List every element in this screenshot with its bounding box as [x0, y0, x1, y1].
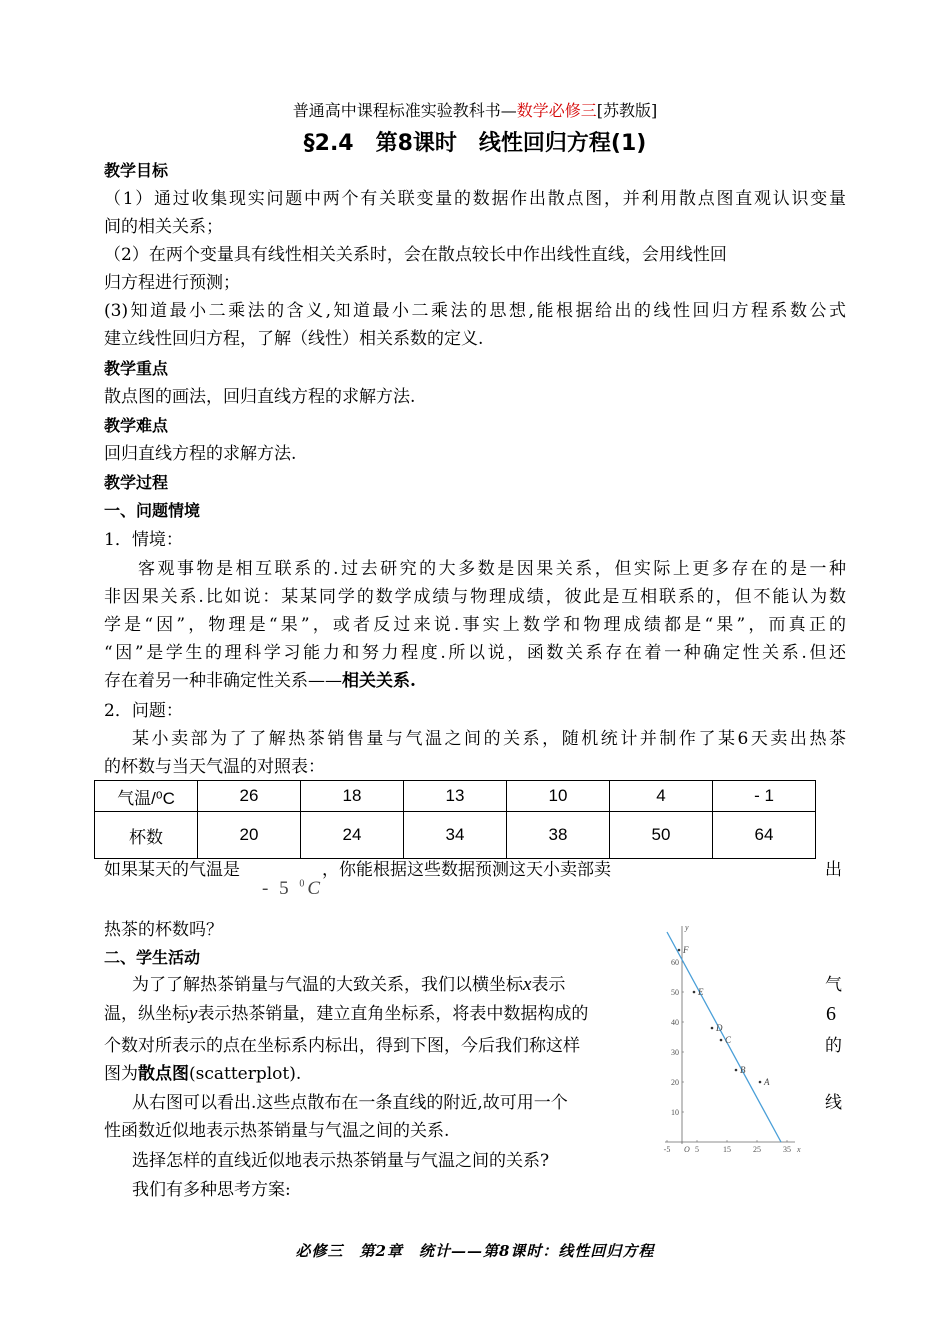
objective-line: （1）通过收集现实问题中两个有关联变量的数据作出散点图，并利用散点图直观认识变量: [104, 189, 846, 209]
difficulties-heading: 教学难点: [104, 416, 169, 435]
paragraph-text: 某小卖部为了了解热茶销售量与气温之间的关系，随机统计并制作了某6天卖出热茶: [132, 729, 846, 749]
x-tick-label: 25: [753, 1145, 761, 1154]
y-tick-label: 40: [671, 1018, 679, 1027]
y-tick-label: 50: [671, 988, 679, 997]
subsection-label: 1．情境：: [104, 530, 183, 550]
bold-term: 散点图: [138, 1064, 189, 1084]
table-row: [95, 781, 816, 812]
table-row-header: 杯数: [95, 812, 198, 859]
table-cell: 20: [198, 812, 301, 859]
data-point: [678, 949, 681, 952]
table-cell: 38: [507, 812, 610, 859]
page-footer: 必修三 第2章 统计——第8课时：线性回归方程: [295, 1242, 655, 1260]
table-cell: 50: [610, 812, 713, 859]
wrapped-char: 线: [825, 1093, 842, 1113]
paragraph-line: “因”是学生的理科学习能力和努力程度.所以说，函数关系存在着一种确定性关系.但还: [104, 643, 846, 663]
table-cell: 10: [507, 781, 610, 812]
formula-unit: C: [307, 878, 324, 899]
paragraph-line: [104, 1176, 291, 1204]
key-points-heading: 教学重点: [104, 359, 169, 378]
table-cell: 24: [301, 812, 404, 859]
math-var: y: [189, 1003, 198, 1024]
point-label: B: [740, 1065, 746, 1075]
scatter-plot: [660, 912, 805, 1157]
data-point: [693, 991, 696, 994]
x-axis-label: x: [797, 1145, 801, 1154]
section2-heading: 二、学生活动: [104, 948, 201, 967]
paragraph-text: 温，纵坐标: [104, 1004, 189, 1024]
x-tick-label: -5: [663, 1145, 671, 1154]
question-text: ，你能根据这些数据预测这天小卖部卖: [322, 860, 611, 880]
table-cell: 13: [404, 781, 507, 812]
temperature-formula: [262, 878, 323, 900]
paragraph-line: 性函数近似地表示热茶销量与气温之间的关系.: [104, 1121, 450, 1141]
point-label: D: [716, 1023, 723, 1033]
paragraph-line: 学是“因”，物理是“果”，或者反过来说.事实上数学和物理成绩都是“果”，而真正的: [104, 615, 846, 635]
point-label: C: [725, 1035, 732, 1045]
formula-degree: 0: [299, 878, 308, 890]
paragraph-line: 个数对所表示的点在坐标系内标出，得到下图，今后我们称这样: [104, 1036, 580, 1056]
paragraph-text: 表示热茶销量，建立直角坐标系，将表中数据构成的: [197, 1004, 589, 1024]
y-tick-label: 20: [671, 1078, 679, 1087]
math-var: x: [523, 974, 532, 995]
x-tick-label: 15: [723, 1145, 731, 1154]
objective-line: 建立线性回归方程，了解（线性）相关系数的定义.: [104, 329, 484, 349]
paragraph-text: 选择怎样的直线近似地表示热茶销量与气温之间的关系?: [132, 1151, 550, 1171]
table-row-header: 气温/⁰C: [95, 781, 198, 812]
question-line: 热茶的杯数吗？: [104, 920, 223, 940]
point-label: E: [698, 987, 704, 997]
question-tail: 出: [825, 860, 842, 880]
x-tick-label: 5: [695, 1145, 699, 1154]
data-point: [720, 1039, 723, 1042]
objective-line: 归方程进行预测；: [104, 273, 240, 293]
book-header: [0, 100, 950, 122]
wrapped-char: 气: [825, 975, 842, 995]
paragraph-text: (scatterplot).: [189, 1064, 302, 1084]
data-point: [711, 1027, 714, 1030]
paragraph-text: 存在着另一种非确定性关系——: [104, 671, 342, 691]
question-text: 如果某天的气温是: [104, 860, 240, 880]
paragraph-line: [104, 971, 565, 999]
key-points-text: 散点图的画法，回归直线方程的求解方法.: [104, 387, 416, 407]
subsection-label: 2．问题：: [104, 701, 183, 721]
objective-line: 间的相关关系；: [104, 217, 223, 237]
data-point: [735, 1069, 738, 1072]
table-cell: 26: [198, 781, 301, 812]
y-tick-label: 10: [671, 1108, 679, 1117]
formula-value: - 5: [262, 878, 292, 899]
paragraph-line: [104, 1060, 301, 1088]
process-heading: 教学过程: [104, 473, 169, 492]
page-title: §2.4 第8课时 线性回归方程(1): [303, 131, 647, 156]
table-cell: 18: [301, 781, 404, 812]
data-table: [94, 780, 816, 859]
header-prefix: 普通高中课程标准实验教科书—: [292, 101, 517, 120]
paragraph-text: 客观事物是相互联系的.过去研究的大多数是因果关系，但实际上更多存在的是一种: [138, 559, 846, 579]
paragraph-line: [104, 1147, 549, 1175]
paragraph-text: 我们有多种思考方案:: [132, 1180, 291, 1200]
x-tick-label: 35: [783, 1145, 791, 1154]
section1-heading: 一、问题情境: [104, 501, 201, 520]
data-point: [759, 1081, 762, 1084]
wrapped-char: 6: [826, 1003, 836, 1025]
table-cell: 34: [404, 812, 507, 859]
question-line: [104, 856, 611, 884]
header-suffix: [苏教版]: [596, 101, 658, 120]
paragraph-line: [104, 555, 846, 583]
paragraph-text: 图为: [104, 1064, 138, 1084]
regression-line: [667, 932, 781, 1142]
point-label: A: [764, 1077, 770, 1087]
paragraph-line: [104, 725, 846, 753]
paragraph-text: 从右图可以看出.这些点散布在一条直线的附近,故可用一个: [132, 1093, 568, 1113]
paragraph-text: 表示: [531, 975, 566, 995]
wrapped-char: 的: [825, 1036, 842, 1056]
y-axis-label: y: [685, 923, 689, 932]
table-cell: - 1: [713, 781, 816, 812]
paragraph-line: 的杯数与当天气温的对照表：: [104, 757, 325, 777]
paragraph-line: [104, 667, 416, 695]
bold-term: 相关关系.: [342, 671, 416, 691]
difficulties-text: 回归直线方程的求解方法.: [104, 444, 297, 464]
table-cell: 64: [713, 812, 816, 859]
objectives-heading: 教学目标: [104, 161, 169, 180]
point-label: F: [683, 945, 689, 955]
table-row: [95, 812, 816, 859]
origin-label: O: [684, 1145, 690, 1154]
paragraph-line: [104, 1000, 588, 1028]
paragraph-line: 非因果关系.比如说：某某同学的数学成绩与物理成绩，彼此是互相联系的，但不能认为数: [104, 587, 846, 607]
table-cell: 4: [610, 781, 713, 812]
objective-line: （2）在两个变量具有线性相关关系时，会在散点较长中作出线性直线，会用线性回: [104, 245, 727, 265]
y-tick-label: 60: [671, 958, 679, 967]
y-tick-label: 30: [671, 1048, 679, 1057]
header-book: 数学必修三: [516, 101, 597, 120]
paragraph-text: 为了了解热茶销量与气温的大致关系，我们以横坐标: [132, 975, 523, 995]
objective-line: (3)知道最小二乘法的含义,知道最小二乘法的思想,能根据给出的线性回归方程系数公式: [104, 301, 846, 321]
paragraph-line: [104, 1089, 568, 1117]
